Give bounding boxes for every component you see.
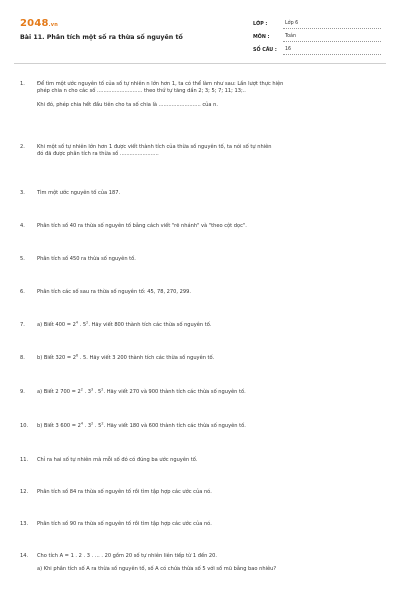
question-number: 1. (20, 81, 25, 87)
question-item (20, 553, 380, 574)
question-number: 12. (20, 489, 29, 495)
question-text: b) Biết 3 $600 = 2^4$ . $3^2$ . $5^2$. Hãy viết 180 và 600 thành tích các thừa số nguyên tố. (37, 421, 246, 429)
question-text: b) Biết $320 = 2^6$ . 5. Hãy viết 3 200 thành tích các thừa số nguyên tố. (37, 353, 215, 361)
question-item (20, 223, 380, 230)
meta-label: LỚP : (253, 22, 268, 27)
question-number: 2. (20, 144, 25, 150)
question-item (20, 423, 380, 430)
question-item (20, 289, 380, 296)
question-text: Phân tích số 90 ra thừa số nguyên tố rồi tìm tập hợp các ước của nó. (37, 521, 212, 527)
meta-info (253, 16, 381, 55)
logo-text: 2048 (20, 18, 49, 29)
question-text: a) Biết 2 $700 = 2^2$ . $3^3$ . $5^2$. Hãy viết 270 và 900 thành tích các thừa số nguyên tố. (37, 387, 246, 395)
question-text: Để tìm một ước nguyên tố của số tự nhiên n lớn hơn 1, ta có thể làm như sau: Lần lượt thực hiện (37, 81, 284, 87)
question-item (20, 521, 380, 528)
question-text: a) Biết $400 = 2^4$ . $5^2$. Hãy viết 800 thành tích các thừa số nguyên tố. (37, 320, 212, 328)
question-number: 11. (20, 457, 29, 463)
meta-row-subject (253, 29, 381, 42)
question-text: Chỉ ra hai số tự nhiên mà mỗi số đó có đúng ba ước nguyên tố. (37, 457, 198, 463)
question-item (20, 144, 380, 159)
meta-label: SỐ CÂU : (253, 48, 277, 53)
question-number: 10. (20, 423, 29, 429)
site-logo[interactable] (20, 18, 58, 29)
meta-value: 16 (283, 47, 381, 55)
question-number: 14. (20, 553, 29, 559)
meta-row-class (253, 16, 381, 29)
meta-row-count (253, 42, 381, 55)
question-text: Tìm một ước nguyên tố của 187. (37, 190, 121, 196)
question-text: Phân tích số 84 ra thừa số nguyên tố rồi tìm tập hợp các ước của nó. (37, 489, 212, 495)
worksheet-title: Bài 11. Phân tích một số ra thừa số nguyên tố (20, 34, 183, 41)
question-item (20, 489, 380, 496)
meta-value: Toán (283, 34, 381, 42)
question-text: Phân tích số 450 ra thừa số nguyên tố. (37, 256, 136, 262)
question-item (20, 355, 380, 362)
question-number: 8. (20, 355, 25, 361)
meta-value: Lớp 6 (283, 21, 381, 29)
question-number: 7. (20, 322, 25, 328)
question-text: Cho tích A = 1 . 2 . 3 . ... . 20 gồm 20 số tự nhiên liên tiếp từ 1 đến 20. (37, 553, 218, 559)
question-item (20, 389, 380, 396)
question-text: Phân tích các số sau ra thừa số nguyên tố: 45, 78, 270, 299. (37, 289, 191, 295)
question-number: 6. (20, 289, 25, 295)
question-item (20, 190, 380, 197)
question-number: 3. (20, 190, 25, 196)
logo-suffix: .vn (48, 22, 58, 28)
question-text: Khi đó, phép chia hết đầu tiên cho ta số chia là .......................... của n. (37, 101, 218, 108)
question-text: a) Khi phân tích số A ra thừa số nguyên tố, số A có chứa thừa số 5 với số mũ bằng bao nhiêu? (37, 566, 277, 573)
question-number: 9. (20, 389, 25, 395)
meta-label: MÔN : (253, 35, 270, 40)
question-item (20, 322, 380, 329)
question-text: phép chia n cho các số ............................ theo thứ tự tăng dần 2; 3; 5; 7; 11; 13;.. (37, 88, 246, 95)
header-divider (14, 63, 386, 64)
question-text: Khi một số tự nhiên lớn hơn 1 được viết thành tích của thừa số nguyên tố, ta nói số tự nhiên (37, 144, 272, 150)
question-item (20, 81, 380, 109)
question-text: đó đã được phân tích ra thừa số ........................ (37, 151, 159, 158)
question-text: Phân tích số 40 ra thừa số nguyên tố bằng cách viết "rẽ nhánh" và "theo cột dọc". (37, 223, 247, 229)
question-number: 13. (20, 521, 29, 527)
question-number: 4. (20, 223, 25, 229)
question-number: 5. (20, 256, 25, 262)
question-item (20, 256, 380, 263)
question-item (20, 457, 380, 464)
